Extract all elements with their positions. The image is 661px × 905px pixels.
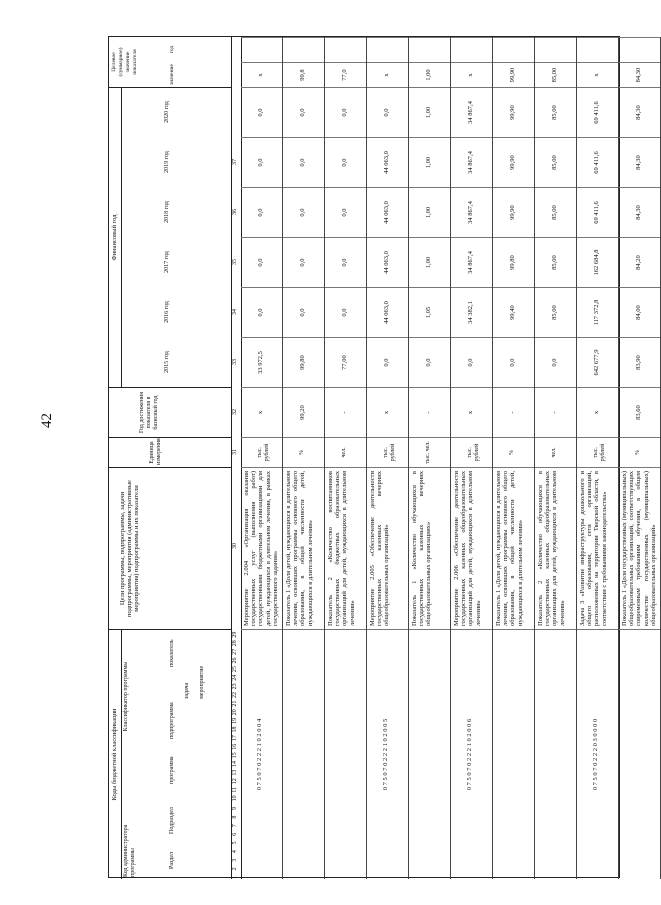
- column-number: 29: [232, 631, 238, 638]
- table-row: [409, 37, 451, 879]
- budget-code-cell: [283, 629, 324, 879]
- year-value-cell: 0,0: [241, 287, 282, 337]
- base-year-title: Год достижения показателя в базисный год: [139, 392, 159, 433]
- year-value-cell: 84,30: [619, 187, 660, 237]
- column-number: 37: [232, 159, 238, 165]
- year-value-cell: 44 063,0: [367, 187, 408, 237]
- year-value-cell: 34 867,4: [451, 237, 492, 287]
- year-value-cell: 0,0: [283, 287, 324, 337]
- column-number: 10: [232, 795, 238, 802]
- year-value-cell: 99,80: [283, 337, 324, 387]
- base-year-header: [109, 387, 231, 437]
- column-number: 28: [232, 640, 238, 647]
- base-year-value-cell: 83,60: [619, 387, 660, 437]
- column-number: 12: [232, 778, 238, 785]
- year-value-cell: 1,00: [409, 137, 450, 187]
- final-year-cell: [325, 37, 366, 62]
- column-number: 16: [232, 743, 238, 750]
- year-value-cell: 0,0: [241, 87, 282, 137]
- table-row: [367, 37, 409, 879]
- final-year-cell: [409, 37, 450, 62]
- final-value-cell: х: [367, 62, 408, 87]
- final-value-cell: 84,30: [619, 62, 660, 87]
- column-number: 8: [232, 815, 238, 819]
- budget-code-cell: [325, 629, 366, 879]
- column-number: 26: [232, 657, 238, 664]
- description-cell: Показатель 1 «Доля детей, нуждающихся в длительном лечении, освоивших программы основного общего образования, в общей численности детей, нуждающихся в длительном лечении»: [493, 467, 534, 629]
- column-number: 11: [232, 787, 238, 793]
- year-value-cell: 0,0: [283, 187, 324, 237]
- unit-cell: тыс. рублей: [367, 437, 408, 467]
- column-number: 1: [232, 876, 238, 879]
- year-value-cell: 44 063,0: [367, 137, 408, 187]
- budget-code-cell: [619, 629, 660, 879]
- year-value-cell: 0,0: [325, 237, 366, 287]
- indicator-label: показатель: [169, 639, 175, 667]
- base-year-value-cell: -: [325, 387, 366, 437]
- year-value-cell: 0,0: [283, 237, 324, 287]
- year-value-cell: 0,0: [325, 187, 366, 237]
- code-group-header: [109, 629, 231, 879]
- table-rows: [241, 37, 661, 879]
- program-label: программа: [169, 756, 175, 784]
- table-row: [283, 37, 325, 879]
- column-number: 32: [232, 409, 238, 415]
- table-row: [241, 37, 283, 879]
- base-year-value-cell: 99,20: [283, 387, 324, 437]
- column-number: 6: [232, 832, 238, 836]
- column-number: 18: [232, 726, 238, 733]
- year-value-cell: 34 867,4: [451, 187, 492, 237]
- column-number: 35: [232, 259, 238, 265]
- budget-code-cell: [535, 629, 576, 879]
- final-title: Целевое (суммарное) значение показателя: [111, 47, 138, 77]
- year-value-cell: 0,0: [367, 337, 408, 387]
- final-value-cell: 85,00: [535, 62, 576, 87]
- final-value-cell: х: [241, 62, 282, 87]
- year-value-cell: 0,0: [241, 237, 282, 287]
- program-classifier-label: Классификатор программы: [123, 661, 129, 732]
- column-number: 23: [232, 683, 238, 690]
- year-value-cell: 69 411,6: [577, 137, 618, 187]
- year-value-cell: 0,0: [241, 187, 282, 237]
- year-value-cell: 84,30: [619, 87, 660, 137]
- base-year-value-cell: -: [409, 387, 450, 437]
- budget-code-cell: 0 7 5 0 7 0 2 2 2 0 3 0 0 0 0: [577, 629, 618, 879]
- budget-code-cell: [409, 629, 450, 879]
- final-value-label: значение: [169, 64, 175, 85]
- year-value-cell: 99,90: [493, 87, 534, 137]
- final-value-cell: 1,00: [409, 62, 450, 87]
- budget-code-cell: 0 7 5 0 7 0 2 2 2 1 0 2 0 0 5: [367, 629, 408, 879]
- column-number: 22: [232, 691, 238, 698]
- year-value-cell: 0,0: [325, 287, 366, 337]
- column-number: 17: [232, 735, 238, 742]
- base-year-value-cell: х: [451, 387, 492, 437]
- final-year-cell: [367, 37, 408, 62]
- year-value-cell: 1,00: [409, 237, 450, 287]
- unit-cell: тыс. рублей: [577, 437, 618, 467]
- column-number: 30: [232, 543, 238, 549]
- year-value-cell: 1,05: [409, 287, 450, 337]
- admin-code-label: Код администратора программы: [123, 824, 136, 877]
- table-row: [451, 37, 493, 879]
- year-value-cell: 34 382,1: [451, 287, 492, 337]
- year-value-cell: 77,00: [325, 337, 366, 387]
- year-value-cell: 34 867,4: [451, 87, 492, 137]
- base-year-value-cell: х: [241, 387, 282, 437]
- final-year-cell: [493, 37, 534, 62]
- column-number: 34: [232, 309, 238, 315]
- unit-cell: тыс. рублей: [451, 437, 492, 467]
- year-2017: 2017 год: [164, 251, 170, 273]
- base-year-value-cell: -: [535, 387, 576, 437]
- column-number: 7: [232, 824, 238, 828]
- year-value-cell: 99,90: [493, 187, 534, 237]
- year-value-cell: 117 372,8: [577, 287, 618, 337]
- budget-code-cell: [493, 629, 534, 879]
- description-cell: Показатель 2 «Количество воспитанников государственных бюджетных образовательных организаций для детей, нуждающихся в длительном лечении»: [325, 467, 366, 629]
- description-cell: Мероприятие 2.004 «Организация оказания государственных услуг (выполнения работ) государственными бюджетными организациями для детей, нуждающихся в длительном лечении, в рамках государственного задания»: [241, 467, 282, 629]
- year-value-cell: 0,0: [283, 87, 324, 137]
- year-value-cell: 0,0: [451, 337, 492, 387]
- unit-cell: %: [619, 437, 660, 467]
- final-year-cell: [577, 37, 618, 62]
- task-label: задача: [184, 682, 190, 699]
- event-label: мероприятие: [199, 665, 205, 699]
- year-value-cell: 0,0: [409, 337, 450, 387]
- year-value-cell: 34 867,4: [451, 137, 492, 187]
- unit-header: [109, 437, 231, 467]
- column-number: 36: [232, 209, 238, 215]
- year-value-cell: 0,0: [493, 337, 534, 387]
- column-number: 15: [232, 752, 238, 759]
- table-row: [325, 37, 367, 879]
- column-number: 21: [232, 700, 238, 707]
- final-year-label: год: [169, 45, 175, 54]
- column-number: 24: [232, 674, 238, 681]
- year-value-cell: 84,30: [619, 137, 660, 187]
- description-cell: Показатель 1 «Количество обучающихся в государственных казенных вечерних общеобразовательных организациях»: [409, 467, 450, 629]
- table-row: [535, 37, 577, 879]
- final-year-cell: [283, 37, 324, 62]
- year-value-cell: 44 063,0: [367, 237, 408, 287]
- final-value-cell: 99,90: [493, 62, 534, 87]
- year-value-cell: 85,00: [535, 237, 576, 287]
- budget-code-cell: 0 7 5 0 7 0 2 2 2 1 0 2 0 0 6: [451, 629, 492, 879]
- year-value-cell: 162 684,8: [577, 237, 618, 287]
- column-number: 33: [232, 359, 238, 365]
- year-value-cell: 33 972,5: [241, 337, 282, 387]
- year-value-cell: 0,0: [283, 137, 324, 187]
- year-value-cell: 0,0: [325, 137, 366, 187]
- year-value-cell: 69 411,6: [577, 187, 618, 237]
- unit-cell: чел.: [535, 437, 576, 467]
- year-value-cell: 0,0: [241, 137, 282, 187]
- goal-title: Цели программы, подпрограммы, задачи подпрограммы, мероприятия (административные мероприятия) подпрограммы и их показатели: [119, 480, 140, 617]
- column-number: 27: [232, 648, 238, 655]
- description-cell: Мероприятие 2.006 «Обеспечение деятельности государственных казенных общеобразовательных организаций для детей, нуждающихся в длительном лечении»: [451, 467, 492, 629]
- year-value-cell: 99,90: [493, 137, 534, 187]
- description-cell: Показатель 2 «Количество обучающихся в государственных казенных общеобразовательных организациях для детей, нуждающихся в длительном лечении»: [535, 467, 576, 629]
- final-year-cell: [535, 37, 576, 62]
- column-number: 3: [232, 858, 238, 862]
- year-value-cell: 84,00: [619, 287, 660, 337]
- column-number: 20: [232, 709, 238, 716]
- year-value-cell: 1,00: [409, 87, 450, 137]
- year-value-cell: 69 411,6: [577, 87, 618, 137]
- final-value-cell: х: [451, 62, 492, 87]
- rotated-table-body: [109, 37, 657, 879]
- description-cell: Показатель 1 «Доля детей, нуждающихся в длительном лечении, освоивших программы основного общего образования, в общей численности детей, нуждающихся в длительном лечении»: [283, 467, 324, 629]
- finance-title: Финансовый год: [111, 214, 118, 261]
- budget-code-cell: 0 7 5 0 7 0 2 2 2 1 0 2 0 0 4: [241, 629, 282, 879]
- code-group-title: Коды бюджетной классификации: [111, 708, 118, 801]
- year-value-cell: 85,00: [535, 137, 576, 187]
- budget-table: [108, 36, 657, 879]
- base-year-value-cell: -: [493, 387, 534, 437]
- column-number: 2: [232, 867, 238, 871]
- goal-header: [109, 467, 231, 629]
- column-number: 25: [232, 666, 238, 673]
- description-cell: Мероприятие 2.005 «Обеспечение деятельности государственных казенных вечерних общеобразовательных организаций»: [367, 467, 408, 629]
- description-cell: Показатель 1 «Доля государственных (муниципальных) общеобразовательных организаций, соответствующих современным требованиям обучения, в общем количестве государственных (муниципальных) общеобразовательных организаций»: [619, 467, 660, 629]
- finance-header: [109, 87, 231, 387]
- page-number: 42: [39, 413, 55, 428]
- year-value-cell: 83,90: [619, 337, 660, 387]
- column-number: 13: [232, 769, 238, 776]
- year-value-cell: 0,0: [325, 87, 366, 137]
- year-value-cell: 99,80: [493, 237, 534, 287]
- column-number: 4: [232, 850, 238, 854]
- year-value-cell: 99,40: [493, 287, 534, 337]
- unit-cell: чел.: [325, 437, 366, 467]
- year-value-cell: 85,00: [535, 287, 576, 337]
- subsection-label: Подраздел: [169, 807, 175, 834]
- year-value-cell: 44 063,0: [367, 287, 408, 337]
- final-value-cell: 99,8: [283, 62, 324, 87]
- base-year-value-cell: х: [367, 387, 408, 437]
- final-header: [109, 37, 231, 87]
- column-number: 19: [232, 717, 238, 724]
- unit-cell: %: [283, 437, 324, 467]
- year-value-cell: 85,00: [535, 87, 576, 137]
- unit-cell: %: [493, 437, 534, 467]
- year-value-cell: 85,00: [535, 187, 576, 237]
- final-value-cell: х: [577, 62, 618, 87]
- year-value-cell: 0,0: [535, 337, 576, 387]
- final-value-cell: 77,0: [325, 62, 366, 87]
- column-number: 5: [232, 841, 238, 845]
- table-row: [493, 37, 535, 879]
- base-year-value-cell: х: [577, 387, 618, 437]
- year-value-cell: 0,0: [367, 87, 408, 137]
- final-year-cell: [451, 37, 492, 62]
- unit-cell: тыс. чел.: [409, 437, 450, 467]
- final-year-cell: [241, 37, 282, 62]
- description-cell: Задача 3 «Развитие инфраструктуры дошкольного и общего образования, сети организаций, расположенных на территории Тверской области, в соответствии с требованиями законодательства»: [577, 467, 618, 629]
- column-number: 31: [232, 449, 238, 455]
- subprogram-label: подпрограмма: [169, 702, 175, 739]
- section-label: Раздел: [169, 852, 175, 869]
- table-row: [577, 37, 619, 879]
- year-2015: 2015 год: [164, 351, 170, 373]
- column-number: 9: [232, 807, 238, 811]
- year-2020: 2020 год: [164, 101, 170, 123]
- column-number: 14: [232, 760, 238, 767]
- year-value-cell: 642 677,9: [577, 337, 618, 387]
- year-2019: 2019 год: [164, 151, 170, 173]
- year-2018: 2018 год: [164, 201, 170, 223]
- year-2016: 2016 год: [164, 301, 170, 323]
- year-value-cell: 84,20: [619, 237, 660, 287]
- year-value-cell: 1,00: [409, 187, 450, 237]
- table-header: [109, 37, 232, 879]
- unit-cell: тыс. рублей: [241, 437, 282, 467]
- unit-title: Единица измерения: [149, 438, 162, 465]
- table-row: [619, 37, 661, 879]
- final-year-cell: [619, 37, 660, 62]
